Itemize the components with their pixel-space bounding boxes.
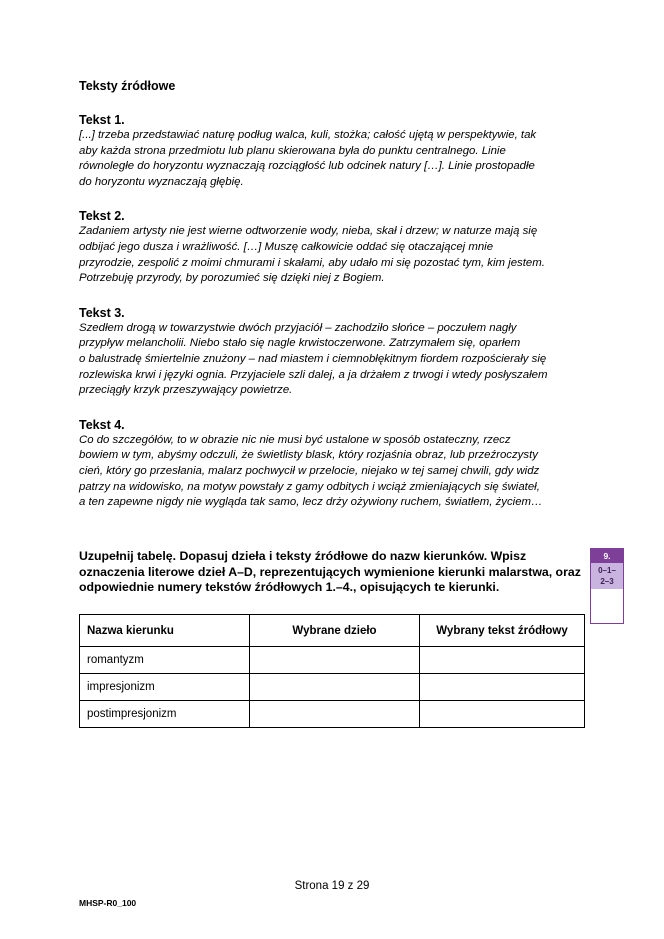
column-header: Wybrany tekst źródłowy xyxy=(420,615,585,647)
selected-work-cell[interactable] xyxy=(250,701,420,728)
exam-code: MHSP-R0_100 xyxy=(79,898,137,908)
column-header: Wybrane dzieło xyxy=(250,615,420,647)
page-number: Strona 19 z 29 xyxy=(294,880,370,892)
text-line: rozlewiska krwi i języki ognia. Przyjaciele szli dalej, a ja drżałem z trwogi i wtedy posłyszałem xyxy=(79,368,548,381)
source-text-2 xyxy=(79,209,585,286)
table-row xyxy=(80,647,585,674)
source-text-1 xyxy=(79,113,585,190)
text-line: o balustradę śmiertelnie znużony – nad miastem i ciemnobłękitnym fiordem rozpościerały się xyxy=(79,352,547,365)
text-line: a ten zapewne nigdy nie wygląda tak samo, lecz drży ożywiony ruchem, światłem, życiem… xyxy=(79,496,543,509)
text-line: Zadaniem artysty nie jest wierne odtworzenie wody, nieba, skał i drzew; w naturze mają się xyxy=(79,225,538,238)
selected-text-cell[interactable] xyxy=(420,647,585,674)
table-row xyxy=(80,701,585,728)
source-text-4 xyxy=(79,418,585,511)
text-line: Co do szczegółów, to w obrazie nic nie musi być ustalone w sposób ostateczny, rzecz xyxy=(79,433,511,446)
text-heading: Tekst 3. xyxy=(79,305,125,320)
column-header: Nazwa kierunku xyxy=(80,615,250,647)
selected-text-cell[interactable] xyxy=(420,674,585,701)
text-line: przeciągły krzyk przeszywający powietrze. xyxy=(79,384,293,397)
text-line: Potrzebuję przyrody, by porozumieć się dzięki niej z Bogiem. xyxy=(79,272,385,285)
task-line: Uzupełnij tabelę. Dopasuj dzieła i teksty źródłowe do nazw kierunków. Wpisz xyxy=(79,549,527,563)
section-title: Teksty źródłowe xyxy=(79,79,176,93)
task-line: odpowiednie numery tekstów źródłowych 1.–4., opisujących te kierunki. xyxy=(79,580,500,594)
text-line: aby każda strona przedmiotu lub planu skierowana była do punktu centralnego. Linie xyxy=(79,144,506,157)
selected-text-cell[interactable] xyxy=(420,701,585,728)
text-line: przypływ melancholii. Niebo stało się nagle krwistoczerwone. Zatrzymałem się, oparłem xyxy=(79,337,521,350)
text-line: równoległe do horyzontu wyznaczają rozciągłość lub odcinek natury […]. Linie prostopadłe xyxy=(79,160,535,173)
text-line: do horyzontu wyznaczają głębię. xyxy=(79,175,244,188)
score-range xyxy=(591,563,623,589)
text-line: [...] trzeba przedstawiać naturę podług walca, kuli, stożka; całość ujętą w perspektywie, tak xyxy=(79,129,537,141)
text-line: przyrodzie, zespolić z moimi chmurami i skałami, aby udało mi się pozostać tym, kim jestem. xyxy=(79,256,545,269)
source-text-3 xyxy=(79,306,585,399)
score-range-line: 0–1– xyxy=(598,566,616,575)
task-number: 9. xyxy=(591,549,623,563)
direction-name-cell: romantyzm xyxy=(80,647,250,674)
source-texts-section xyxy=(79,78,585,511)
direction-name-cell: impresjonizm xyxy=(80,674,250,701)
score-entry-field[interactable] xyxy=(591,589,623,621)
text-heading: Tekst 4. xyxy=(79,417,125,432)
task-instruction xyxy=(79,549,591,596)
selected-work-cell[interactable] xyxy=(250,647,420,674)
direction-name-cell: postimpresjonizm xyxy=(80,701,250,728)
table-row xyxy=(80,674,585,701)
score-box xyxy=(590,548,624,624)
text-line: cień, który go przesłania, malarz pochwycił w przelocie, niejako w tej samej chwili, gdy widz xyxy=(79,464,540,477)
text-heading: Tekst 2. xyxy=(79,209,125,224)
answer-table xyxy=(79,614,585,728)
text-line: Szedłem drogą w towarzystwie dwóch przyjaciół – zachodziło słońce – poczułem nagły xyxy=(79,321,517,334)
text-line: odbijać jego dusza i wrażliwość. […] Muszę całkowicie oddać się otaczającej mnie xyxy=(79,240,494,253)
task-line: oznaczenia literowe dzieł A–D, reprezentujących wymienione kierunki malarstwa, oraz xyxy=(79,564,581,579)
table-header-row xyxy=(80,615,585,647)
text-heading: Tekst 1. xyxy=(79,113,125,127)
text-line: patrzy na widowisko, na motyw powstały z gamy odbitych i wciąż zmieniających się świateł, xyxy=(79,480,540,493)
selected-work-cell[interactable] xyxy=(250,674,420,701)
text-line: bowiem w tym, abyśmy odczuli, że świetlisty blask, który rozjaśnia obraz, lub przeźroczysty xyxy=(79,449,538,462)
score-range-line: 2–3 xyxy=(600,577,614,586)
